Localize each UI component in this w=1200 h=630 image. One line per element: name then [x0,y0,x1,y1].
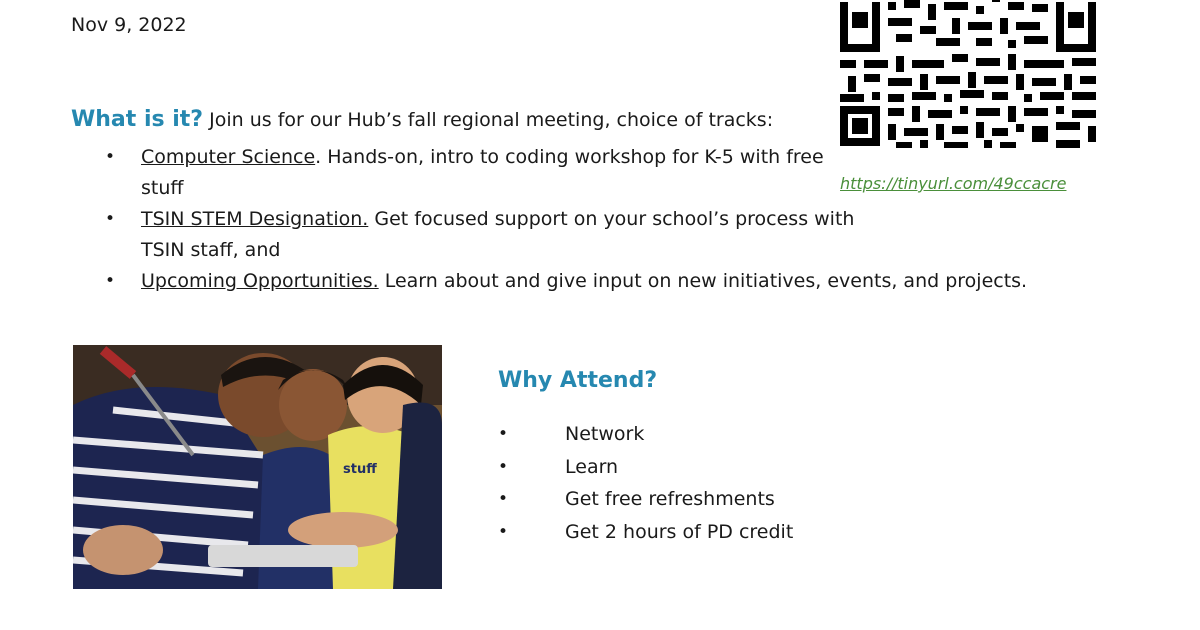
list-item [71,204,861,266]
track-description: Learn about and give input on new initiatives, events, and projects. [378,270,1028,292]
bullet-icon: • [498,521,509,542]
qr-link[interactable]: https://tinyurl.com/49ccacre [840,174,1067,193]
track-name: Computer Science [141,146,316,168]
bullet-icon: • [498,456,509,477]
why-item-text: Network [565,423,645,445]
why-item-text: Get free refreshments [565,488,775,510]
why-item-text: Get 2 hours of PD credit [565,520,794,543]
track-name: Upcoming Opportunities. [141,270,379,292]
list-item [498,418,793,451]
why-item-text: Learn [565,455,619,478]
why-attend-heading: Why Attend? [498,368,658,393]
what-is-it-line [71,107,773,132]
track-description: . Hands-on, intro to coding workshop for K-5 with free stuff [141,146,824,199]
tracks-list [71,142,1071,297]
why-attend-list [498,418,793,548]
bullet-icon: • [498,489,509,509]
track-name: TSIN STEM Designation. [141,208,369,230]
list-item [71,142,861,204]
bullet-icon: • [105,271,116,291]
what-is-it-intro: Join us for our Hub’s fall regional meeting, choice of tracks: [209,109,774,131]
what-is-it-heading: What is it? [71,107,204,132]
list-item [498,483,793,516]
list-item [71,266,1071,297]
qr-code [838,0,1098,162]
bullet-icon: • [105,147,116,167]
list-item [498,516,793,549]
track-description: Get focused support on your school’s process with TSIN staff, and [141,208,855,261]
svg-text:stuff: stuff [343,462,377,477]
list-item [498,451,793,484]
date: Nov 9, 2022 [71,14,187,36]
children-coding-photo [73,345,442,589]
bullet-icon: • [105,209,116,229]
bullet-icon: • [498,424,509,444]
